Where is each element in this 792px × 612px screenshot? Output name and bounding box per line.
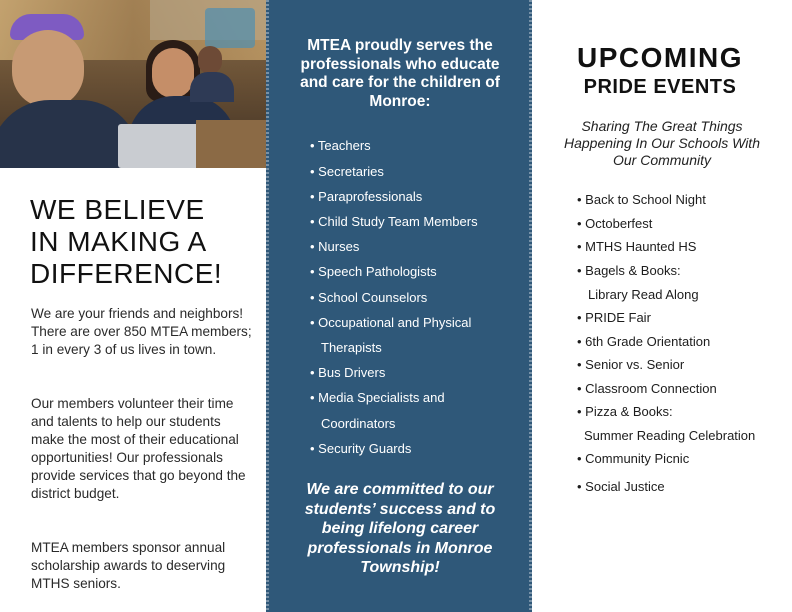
profession-item: • Occupational and Physical [310, 315, 472, 330]
fold-line [266, 0, 269, 612]
profession-item-continued: Coordinators [321, 416, 396, 431]
events-title-line1: UPCOMING [577, 42, 743, 73]
students-photo [0, 0, 266, 168]
laptop [118, 124, 202, 168]
event-item: • Pizza & Books: [577, 404, 673, 419]
event-item: • Bagels & Books: [577, 263, 681, 278]
profession-item: • Secretaries [310, 164, 384, 179]
event-item: • Octoberfest [577, 216, 653, 231]
events-title-line2: PRIDE EVENTS [583, 76, 737, 98]
commitment-statement: We are committed to our students’ success and to being lifelong career professionals in Monroe Township! [304, 481, 496, 576]
event-item: • MTHS Haunted HS [577, 239, 697, 254]
fold-line [529, 0, 532, 612]
profession-item: • Security Guards [310, 441, 412, 456]
event-item: • Classroom Connection [577, 381, 717, 396]
heading-line: WE BELIEVE [30, 194, 205, 225]
desk [196, 120, 266, 168]
student-face [12, 30, 84, 108]
wall-poster [205, 8, 255, 48]
event-item: • PRIDE Fair [577, 310, 651, 325]
serves-heading: MTEA proudly serves the professionals who educate and care for the children of Monroe: [300, 37, 500, 110]
event-item: • Back to School Night [577, 192, 706, 207]
belief-heading [30, 194, 260, 290]
profession-item: • Speech Pathologists [310, 264, 437, 279]
profession-item: • Child Study Team Members [310, 214, 478, 229]
event-item: • Senior vs. Senior [577, 357, 685, 372]
event-item: • Community Picnic [577, 451, 690, 466]
background-student [198, 46, 222, 74]
event-item-continued: Library Read Along [588, 287, 699, 302]
members-paragraph: We are your friends and neighbors! There are over 850 MTEA members; 1 in every 3 of us lives in town. [31, 306, 252, 357]
event-item: • Social Justice [577, 479, 665, 494]
profession-item: • Bus Drivers [310, 365, 386, 380]
scholarship-paragraph: MTEA members sponsor annual scholarship awards to deserving MTHS seniors. [31, 540, 226, 591]
heading-line: DIFFERENCE! [30, 258, 223, 289]
background-student [190, 72, 234, 102]
left-panel [0, 0, 266, 612]
volunteer-paragraph: Our members volunteer their time and talents to help our students make the most of their educational opportunities! Our professionals provide services that go beyond the district budget. [31, 396, 246, 501]
event-item-continued: Summer Reading Celebration [584, 428, 756, 443]
events-title [560, 42, 760, 100]
profession-item: • Teachers [310, 138, 371, 153]
profession-item: • Paraprofessionals [310, 189, 423, 204]
events-subtitle: Sharing The Great Things Happening In Our Schools With Our Community [564, 118, 760, 168]
profession-item: • School Counselors [310, 290, 428, 305]
heading-line: IN MAKING A [30, 226, 207, 257]
event-item: • 6th Grade Orientation [577, 334, 711, 349]
profession-item: • Media Specialists and [310, 390, 445, 405]
student-face [152, 48, 194, 98]
profession-item: • Nurses [310, 239, 360, 254]
profession-item-continued: Therapists [321, 340, 382, 355]
